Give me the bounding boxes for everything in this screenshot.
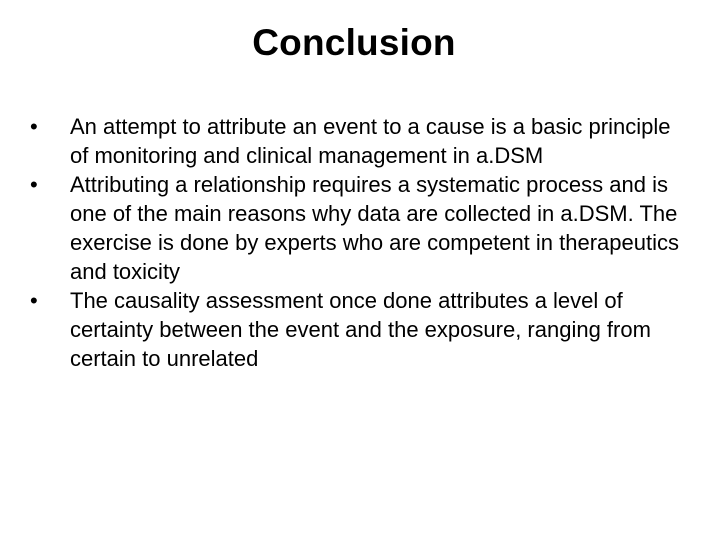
bullet-item-1 xyxy=(30,112,690,170)
bullet-marker: • xyxy=(30,172,38,197)
bullet-item-2 xyxy=(30,170,690,286)
bullet-marker: • xyxy=(30,288,38,313)
bullet-text: The causality assessment once done attributes a level of certainty between the event and the exposure, ranging from certain to unrelated xyxy=(70,288,651,371)
bullet-marker: • xyxy=(30,114,38,139)
bullet-text: Attributing a relationship requires a systematic process and is one of the main reasons why data are collected in a.DSM. The exercise is done by experts who are competent in therapeutics and toxicity xyxy=(70,172,679,284)
bullet-list xyxy=(30,112,690,373)
slide-title: Conclusion xyxy=(252,22,456,63)
bullet-item-3 xyxy=(30,286,690,373)
bullet-text: An attempt to attribute an event to a cause is a basic principle of monitoring and clinical management in a.DSM xyxy=(70,114,671,168)
